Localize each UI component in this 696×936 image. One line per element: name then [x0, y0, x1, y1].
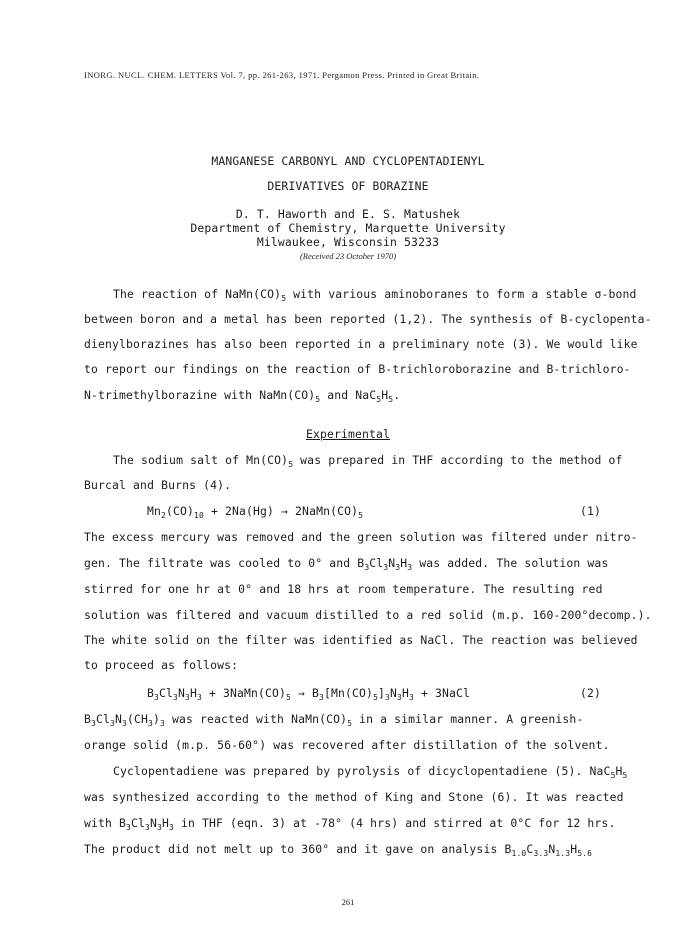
exp-para4-line1: Cyclopentadiene was prepared by pyrolysis of dicyclopentadiene (5). $NaC_5H_5$: [113, 764, 628, 780]
exp-para2-line5: The white solid on the filter was identified as NaCl. The reaction was believed: [84, 633, 638, 647]
exp-para4-line3: with $B_3Cl_3N_3H_3$ in THF (eqn. 3) at -78° (4 hrs) and stirred at 0°C for 12 hrs.: [84, 816, 616, 832]
page-number: 261: [341, 897, 355, 907]
exp-para2-line3: stirred for one hr at 0° and 18 hrs at room temperature. The resulting red: [84, 582, 603, 596]
affiliation-dept: Department of Chemistry, Marquette University: [190, 221, 506, 235]
exp-para2-line1: The excess mercury was removed and the green solution was filtered under nitro-: [84, 530, 638, 544]
exp-para1-line2: Burcal and Burns (4).: [84, 478, 232, 492]
intro-line-4: to report our findings on the reaction of B-trichloroborazine and B-trichloro-: [84, 362, 631, 376]
equation-2-number: (2): [580, 686, 602, 700]
exp-para3-line1: $B_3Cl_3N_3(CH_3)_3$ was reacted with $NaMn(CO)_5$ in a similar manner. A greenish-: [84, 712, 584, 728]
exp-para2-line2: gen. The filtrate was cooled to 0° and $B_3Cl_3N_3H_3$ was added. The solution was: [84, 556, 609, 572]
title-line-2: DERIVATIVES OF BORAZINE: [267, 179, 429, 193]
equation-1: $Mn_2(CO)_{10} + 2Na(Hg)$ → $2NaMn(CO)_5$: [147, 504, 364, 520]
section-heading-experimental: Experimental: [305, 427, 391, 441]
equation-2: $B_3Cl_3N_3H_3$ + $3NaMn(CO)_5 \to B_3[Mn(CO)_5]_3N_3H_3$ + 3NaCl: [147, 686, 471, 702]
exp-para3-line2: orange solid (m.p. 56-60°) was recovered after distillation of the solvent.: [84, 738, 610, 752]
exp-para1-line1: The sodium salt of $Mn(CO)_5$ was prepared in THF according to the method of: [113, 453, 623, 469]
received-date: (Received 23 October 1970): [299, 251, 397, 261]
intro-line-1: The reaction of $NaMn(CO)_5$ with various aminoboranes to form a stable σ-bond: [113, 287, 637, 303]
exp-para2-line6: to proceed as follows:: [84, 658, 239, 672]
affiliation-city: Milwaukee, Wisconsin 53233: [256, 235, 440, 249]
title-line-1: MANGANESE CARBONYL AND CYCLOPENTADIENYL: [211, 154, 485, 168]
intro-line-2: between boron and a metal has been reported (1,2). The synthesis of B-cyclopenta-: [84, 312, 652, 326]
equation-1-number: (1): [580, 504, 602, 518]
exp-para4-line2: was synthesized according to the method of King and Stone (6). It was reacted: [84, 790, 624, 804]
exp-para2-line4: solution was filtered and vacuum distilled to a red solid (m.p. 160-200°decomp.).: [84, 608, 652, 622]
intro-line-3: dienylborazines has also been reported in a preliminary note (3). We would like: [84, 337, 638, 351]
exp-para4-line4: The product did not melt up to 360° and it gave on analysis $B_{1.0}C_{3.3}N_{1.3}H_{5.6}$: [84, 842, 593, 858]
journal-header: INORG. NUCL. CHEM. LETTERS Vol. 7, pp. 261-263, 1971. Pergamon Press. Printed in Great Britain.: [84, 70, 480, 80]
authors: D. T. Haworth and E. S. Matushek: [235, 207, 461, 221]
intro-line-5: N-trimethylborazine with $NaMn(CO)_5$ and $NaC_5H_5$.: [84, 388, 401, 404]
